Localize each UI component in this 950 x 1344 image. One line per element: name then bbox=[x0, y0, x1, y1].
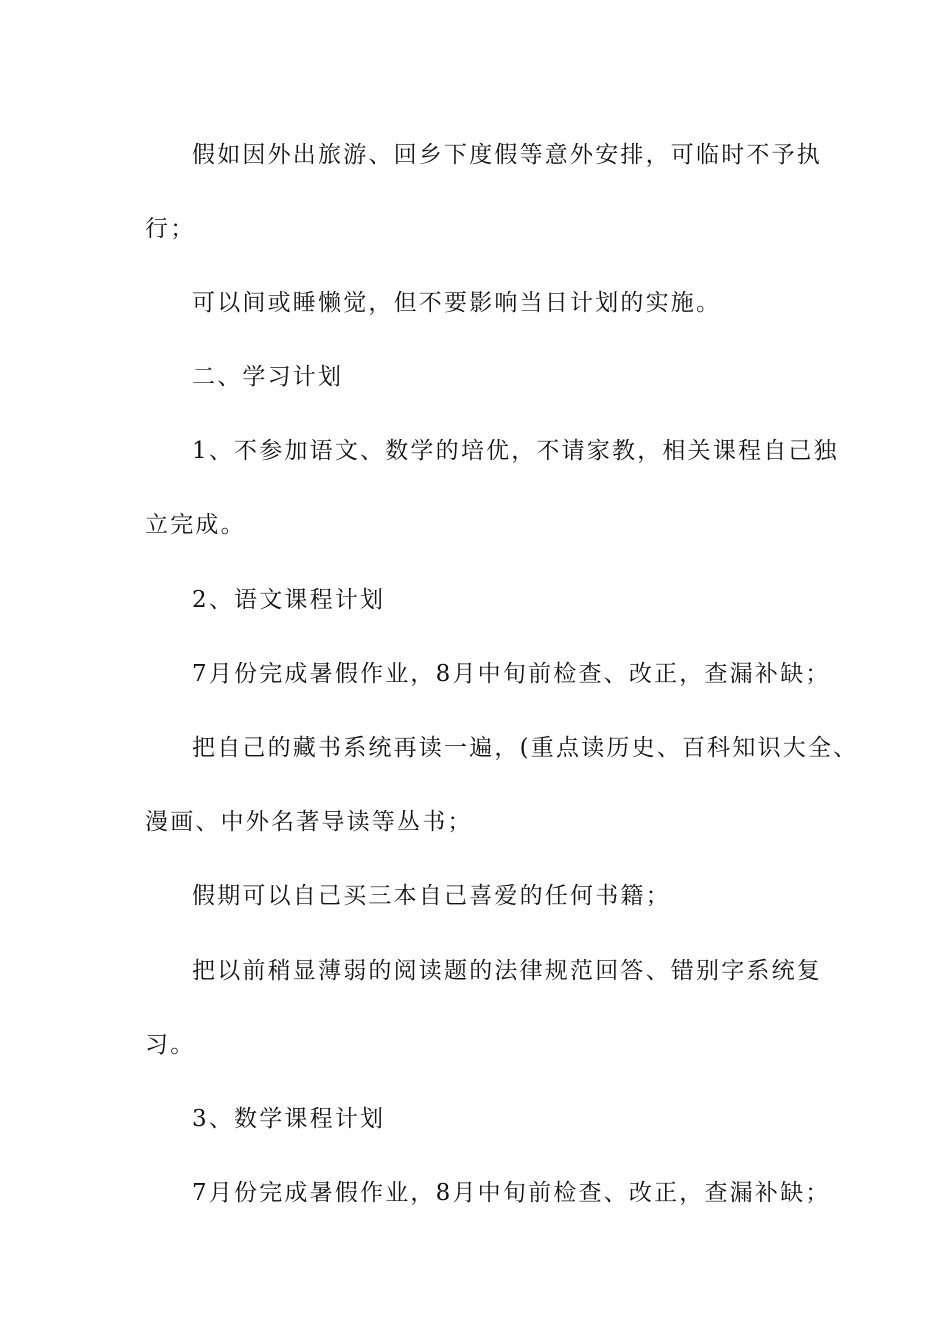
paragraph-line: 假如因外出旅游、回乡下度假等意外安排，可临时不予执 bbox=[192, 142, 822, 168]
paragraph-line: 假期可以自己买三本自己喜爱的任何书籍； bbox=[192, 883, 671, 909]
paragraph-line: 把自己的藏书系统再读一遍，(重点读历史、百科知识大全、 bbox=[192, 735, 859, 761]
paragraph-line: 漫画、中外名著导读等丛书； bbox=[145, 809, 473, 835]
paragraph-line: 习。 bbox=[145, 1032, 196, 1058]
paragraph-line: 立完成。 bbox=[145, 512, 246, 538]
subsection-heading: 3、数学课程计划 bbox=[192, 1106, 386, 1132]
paragraph-line: 把以前稍显薄弱的阅读题的法律规范回答、错别字系统复 bbox=[192, 958, 822, 984]
paragraph-line: 7月份完成暑假作业，8月中旬前检查、改正，查漏补缺； bbox=[192, 661, 831, 687]
paragraph-line: 可以间或睡懒觉，但不要影响当日计划的实施。 bbox=[192, 290, 722, 316]
paragraph-line: 7月份完成暑假作业，8月中旬前检查、改正，查漏补缺； bbox=[192, 1180, 831, 1206]
section-heading: 二、学习计划 bbox=[192, 364, 344, 390]
paragraph-line: 1、不参加语文、数学的培优，不请家教，相关课程自己独 bbox=[192, 438, 839, 464]
subsection-heading: 2、语文课程计划 bbox=[192, 587, 386, 613]
paragraph-line: 行； bbox=[145, 216, 196, 242]
